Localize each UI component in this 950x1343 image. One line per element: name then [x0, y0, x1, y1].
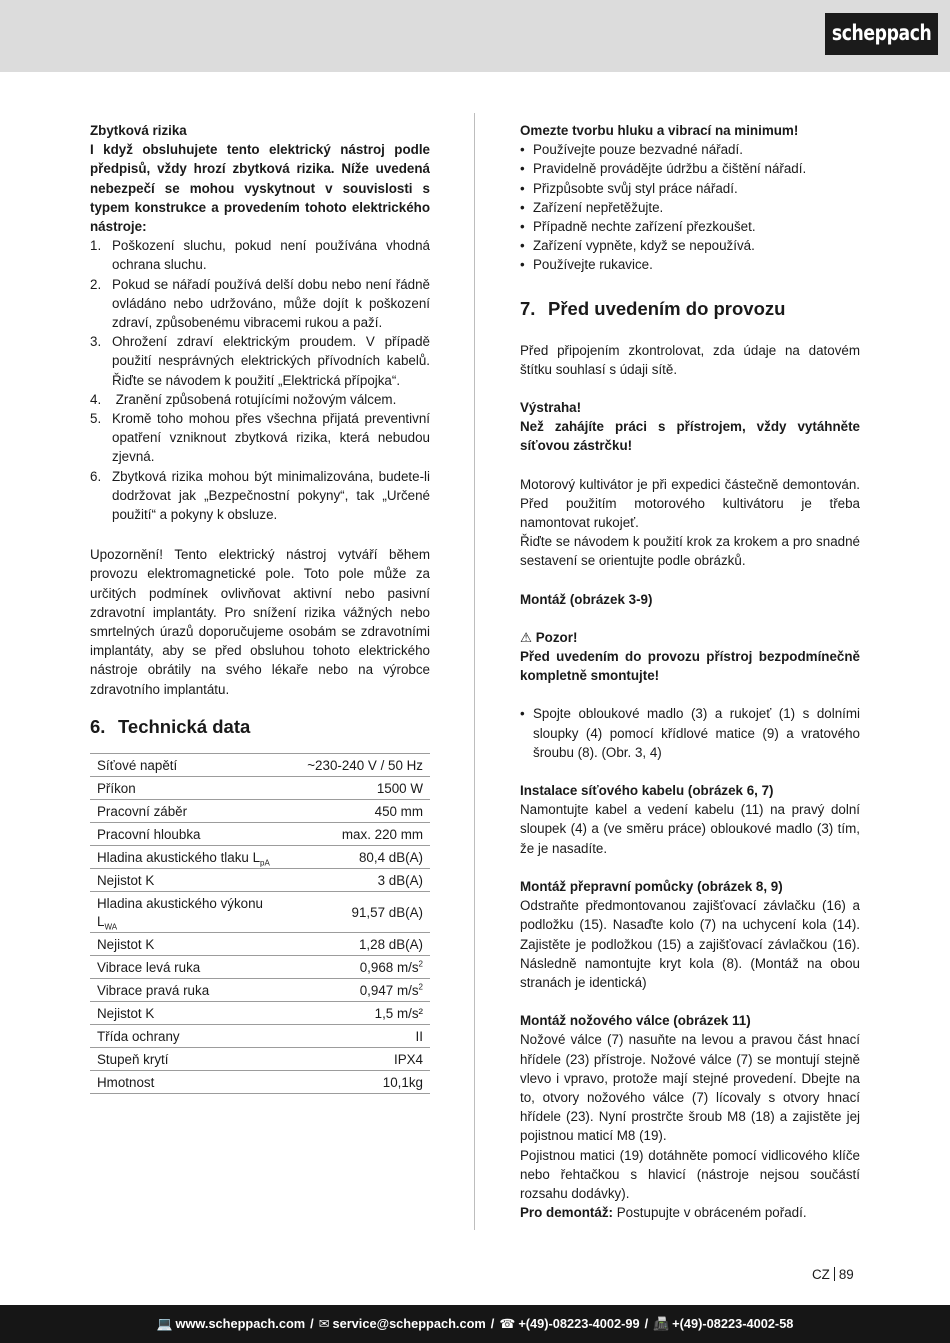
table-row: Síťové napětí ~230-240 V / 50 Hz	[90, 753, 430, 776]
fax-icon: 📠	[653, 1316, 670, 1332]
footer-website[interactable]: www.scheppach.com	[175, 1316, 306, 1332]
email-icon: ✉	[318, 1316, 330, 1332]
dismount-text: Pro demontáž: Postupujte v obráceném pořadí.	[520, 1205, 807, 1221]
delivery-text: Motorový kultivátor je při expedici částečně demontován. Před použitím motorového kultivátoru je třeba namontovat rukojeť.	[520, 476, 860, 531]
noise-title: Omezte tvorbu hluku a vibrací na minimum!	[520, 123, 799, 138]
section-heading-technical-data: 6. Technická data	[90, 715, 251, 737]
left-column	[90, 121, 430, 1094]
footer-email[interactable]: service@scheppach.com	[332, 1316, 486, 1332]
table-row: Stupeň krytí IPX4	[90, 1047, 430, 1070]
blade-title: Montáž nožového válce (obrázek 11)	[520, 1013, 751, 1029]
table-row: Nejistot K 1,28 dB(A)	[90, 932, 430, 955]
emf-notice: Upozornění! Tento elektrický nástroj vytváří během provozu elektromagnetické pole. Toto pole může za určitých podmínek ovlivňovat aktivní nebo pasivní zdravotní implantáty. Pro snížení rizika vážných nebo smrtelných úrazů doporučujeme osobám se zdravotními implantáty, aby se před obsluhou tohoto elektrického nástroje obrátily na svého lékaře nebo na výrobce zdravotního implantátu.	[90, 547, 430, 697]
phone-icon: ☎	[499, 1316, 516, 1332]
residual-risks-title: Zbytková rizika	[90, 123, 187, 138]
list-item: • Zařízení vypněte, když se nepoužívá.	[520, 238, 755, 254]
residual-risks-list	[90, 236, 430, 524]
footer-phone: +(49)-08223-4002-99	[518, 1316, 640, 1332]
list-item: • Případně nechte zařízení přezkoušet.	[520, 219, 756, 235]
residual-risks-intro: I když obsluhujete tento elektrický nástroj podle předpisů, vždy hrozí zbytková rizika. Níže uvedená nebezpečí se mohou vyskytnout v souvislosti s typem konstrukce a provedením tohoto elektrického nástroje:	[90, 142, 430, 235]
table-row: Pracovní hloubka max. 220 mm	[90, 822, 430, 845]
warning-text: Než zahájíte práci s přístrojem, vždy vytáhněte síťovou zástrčku!	[520, 419, 860, 454]
table-row: Hladina akustického výkonu $L_{WA}$ 91,57 dB(A)	[90, 891, 430, 932]
header-bar	[0, 0, 950, 72]
page-number: CZ 89	[812, 1267, 854, 1282]
cable-title: Instalace síťového kabelu (obrázek 6, 7)	[520, 783, 774, 799]
list-item: 5. Kromě toho mohou přes všechna přijatá preventivní opatření vzniknout zbytková rizika, která nebudou zjevná.	[90, 411, 430, 465]
table-row: Nejistot K 1,5 m/s²	[90, 1001, 430, 1024]
check-text: Před připojením zkontrolovat, zda údaje na datovém štítku souhlasí s údaji sítě.	[520, 342, 860, 377]
footer-bar: 💻 www.scheppach.com / ✉ service@scheppach.com / ☎ +(49)-08223-4002-99 / 📠 +(49)-08223-4002-58	[0, 1305, 950, 1343]
warning-title: Výstraha!	[520, 400, 582, 416]
blade-text: Nožové válce (7) nasuňte na levou a pravou část hnací hřídele (23) přístroje. Nožové válce (7) se montují stejně vlevo i vpravo, protože mají stejné provedení. Dbejte na to, otvory nožového válce (7) lícovaly s otvory hnací hřídele (23). Nyní prostrčte šroub M8 (18) a zajistěte jej pojistnou maticí M8 (19).	[520, 1032, 860, 1144]
transport-text: Odstraňte předmontovanou zajišťovací závlačku (16) a podložku (15). Nasaďte kolo (7) na uchycení kola (14). Zajistěte je podložkou (15) a zajišťovací závlačkou (16). Následně namontujte kryt kola (8). (Montáž na obou stranách je identická)	[520, 898, 860, 990]
technical-data-table	[90, 753, 430, 1094]
table-row: Třída ochrany II	[90, 1024, 430, 1047]
table-row: Vibrace pravá ruka 0,947 $m/s^2$	[90, 978, 430, 1001]
caution-text: Před uvedením do provozu přístroj bezpodmínečně kompletně smontujte!	[520, 649, 860, 684]
guide-text: Řiďte se návodem k použití krok za krokem a pro snadné sestavení se orientujte podle obrázků.	[520, 534, 860, 569]
footer-fax: +(49)-08223-4002-58	[672, 1316, 794, 1332]
list-item: 3. Ohrožení zdraví elektrickým proudem. V případě použití nesprávných elektrických přívodních kabelů. Řiďte se návodem k použití „Elektrická přípojka“.	[90, 334, 430, 388]
caution-title: ⚠ Pozor!	[520, 629, 578, 645]
table-row: Pracovní záběr 450 mm	[90, 799, 430, 822]
transport-title: Montáž přepravní pomůcky (obrázek 8, 9)	[520, 878, 783, 894]
list-item: • Pravidelně provádějte údržbu a čištění nářadí.	[520, 161, 807, 177]
list-item: 2. Pokud se nářadí používá delší dobu nebo není řádně ovládáno nebo udržováno, může dojít k poškození zdraví, způsobenému vibracemi rukou a paží.	[90, 276, 430, 331]
list-item: 1. Poškození sluchu, pokud není používána vhodná ochrana sluchu.	[90, 238, 430, 273]
list-item: 6. Zbytková rizika mohou být minimalizována, budete-li dodržovat jak „Bezpečnostní pokyny“, tak „Určené použití“ a pokyny k obsluze.	[90, 468, 430, 523]
cable-text: Namontujte kabel a vedení kabelu (11) na pravý dolní sloupek (4) a (ve směru práce) obloukové madlo (3) tím, že je nasadíte.	[520, 802, 860, 856]
list-item: • Spojte obloukové madlo (3) a rukojeť (1) s dolními sloupky (4) pomocí křídlové matice (9) a vratového šroubu (8). (Obr. 3, 4)	[520, 706, 860, 760]
table-row: Příkon 1500 W	[90, 776, 430, 799]
brand-logo: scheppach	[825, 13, 938, 55]
mount-list	[520, 704, 860, 762]
computer-icon: 💻	[156, 1316, 173, 1332]
list-item: • Používejte pouze bezvadné nářadí.	[520, 142, 743, 158]
table-row: Vibrace levá ruka 0,968 $m/s^2$	[90, 955, 430, 978]
table-row: Nejistot K 3 dB(A)	[90, 868, 430, 891]
list-item: • Používejte rukavice.	[520, 257, 653, 273]
column-divider	[474, 113, 475, 1230]
list-item: 4. Zranění způsobená rotujícími nožovým válcem.	[90, 391, 397, 407]
list-item: • Zařízení nepřetěžujte.	[520, 199, 664, 215]
list-item: • Přizpůsobte svůj styl práce nářadí.	[520, 180, 738, 196]
table-row: Hladina akustického tlaku $L_{pA}$ 80,4 dB(A)	[90, 845, 430, 868]
mount-title: Montáž (obrázek 3-9)	[520, 591, 653, 607]
blade-text-2: Pojistnou matici (19) dotáhněte pomocí vidlicového klíče nebo řehtačkou s hlavicí (nástroje nejsou součástí rozsahu dodávky).	[520, 1147, 860, 1201]
table-row: Hmotnost 10,1kg	[90, 1070, 430, 1093]
warning-triangle-icon: ⚠	[520, 629, 533, 645]
section-heading-commissioning: 7. Před uvedením do provozu	[520, 297, 786, 319]
right-column	[520, 121, 860, 1222]
noise-list	[520, 140, 860, 274]
